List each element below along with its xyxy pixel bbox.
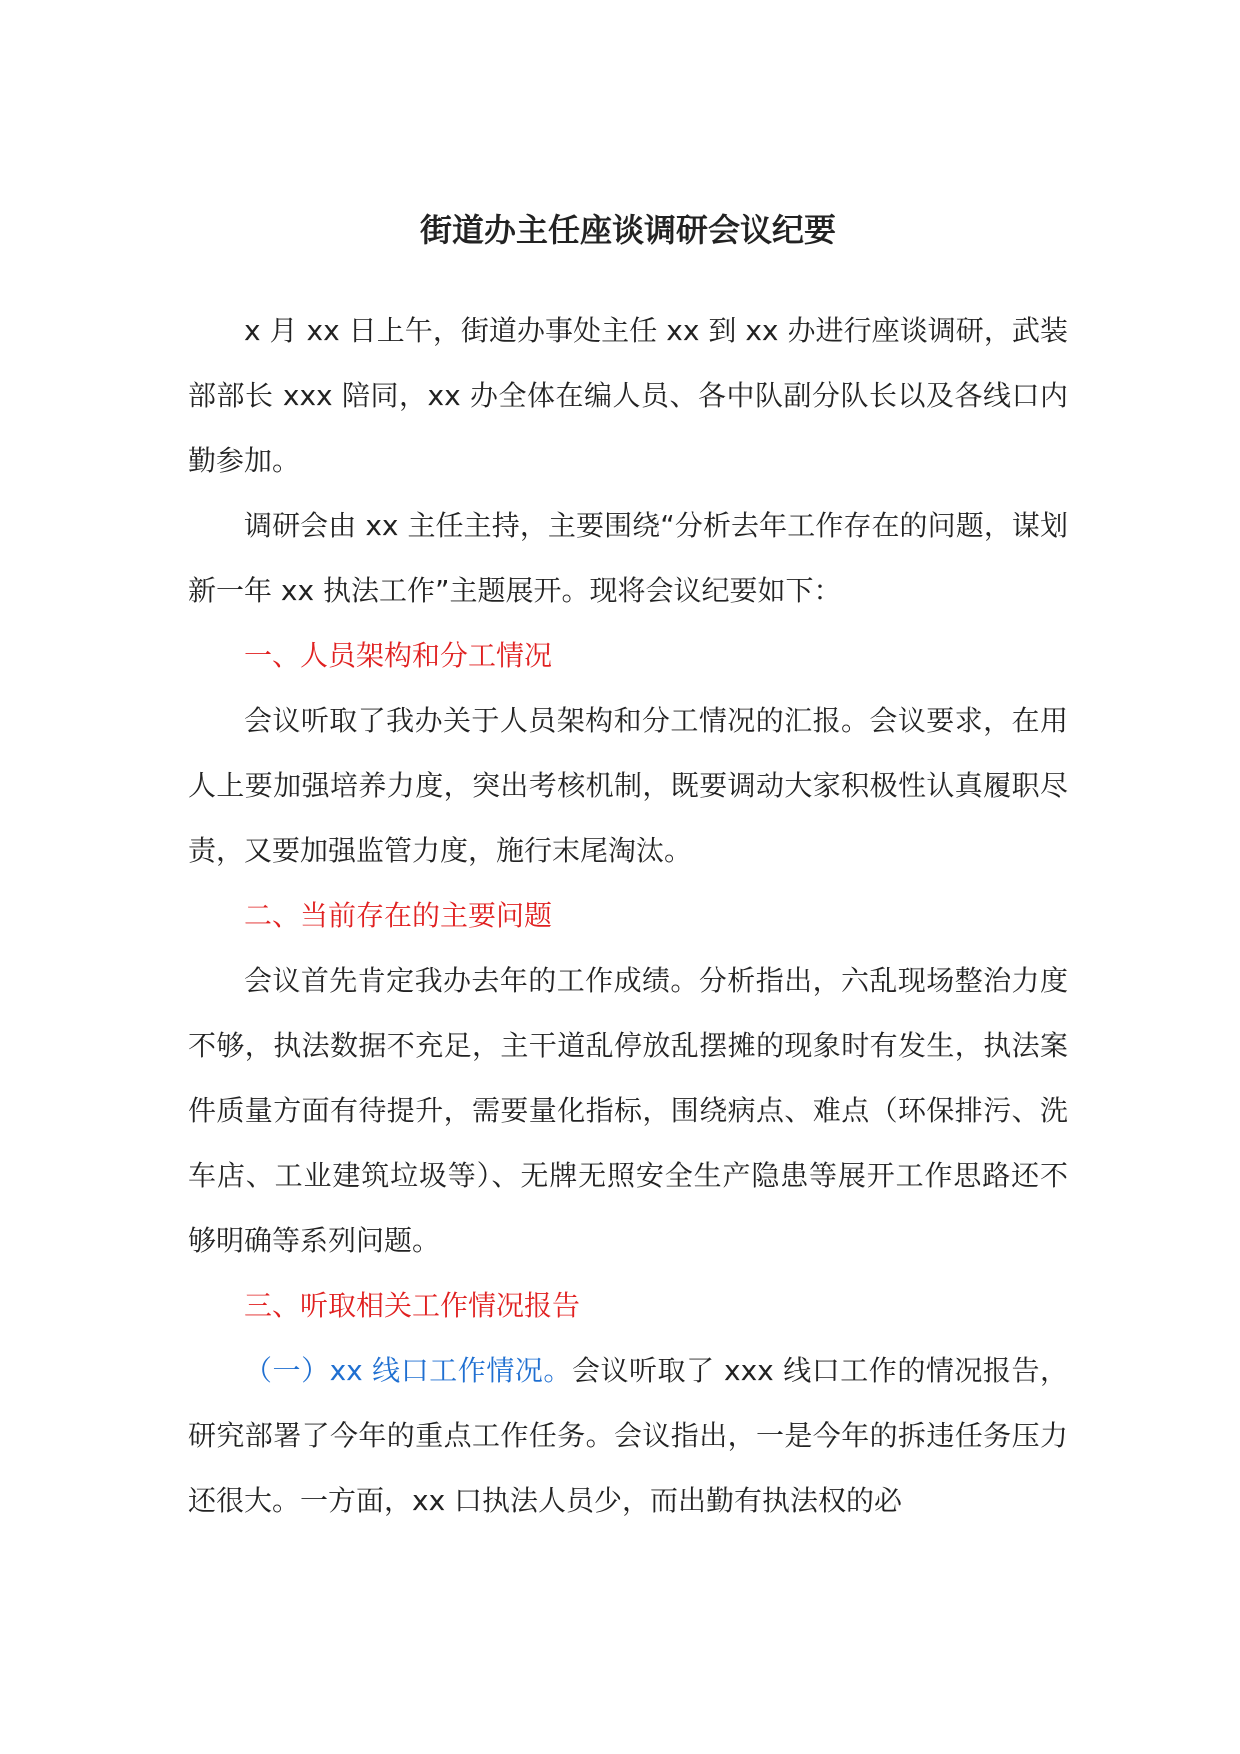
intro-paragraph-2: 调研会由 xx 主任主持，主要围绕“分析去年工作存在的问题，谋划新一年 xx 执法工作”主题展开。现将会议纪要如下： — [188, 509, 1068, 607]
intro-paragraph-1: x 月 xx 日上午，街道办事处主任 xx 到 xx 办进行座谈调研，武装部部长 xxx 陪同，xx 办全体在编人员、各中队副分队长以及各线口内勤参加。 — [188, 314, 1068, 477]
section-body-3 — [188, 1338, 1068, 1533]
section-body-1: 会议听取了我办关于人员架构和分工情况的汇报。会议要求，在用人上要加强培养力度，突出考核机制，既要调动大家积极性认真履职尽责，又要加强监管力度，施行末尾淘汰。 — [188, 704, 1068, 867]
subsection-body-1: 会议听取了 xxx 线口工作的情况报告，研究部署了今年的重点工作任务。会议指出，一是今年的拆违任务压力还很大。一方面，xx 口执法人员少，而出勤有执法权的必 — [188, 1354, 1069, 1517]
section-heading-1: 一、人员架构和分工情况 — [244, 639, 553, 672]
section-body-2: 会议首先肯定我办去年的工作成绩。分析指出，六乱现场整治力度不够，执法数据不充足，主干道乱停放乱摆摊的现象时有发生，执法案件质量方面有待提升，需要量化指标，围绕病点、难点（环保排污、洗车店、工业建筑垃圾等）、无牌无照安全生产隐患等展开工作思路还不够明确等系列问题。 — [188, 964, 1068, 1257]
subsection-heading-1: （一）xx 线口工作情况。 — [244, 1354, 572, 1387]
document-content — [188, 200, 1068, 1533]
document-title: 街道办主任座谈调研会议纪要 — [419, 211, 836, 249]
section-heading-2: 二、当前存在的主要问题 — [244, 899, 553, 932]
section-heading-3: 三、听取相关工作情况报告 — [244, 1289, 581, 1322]
